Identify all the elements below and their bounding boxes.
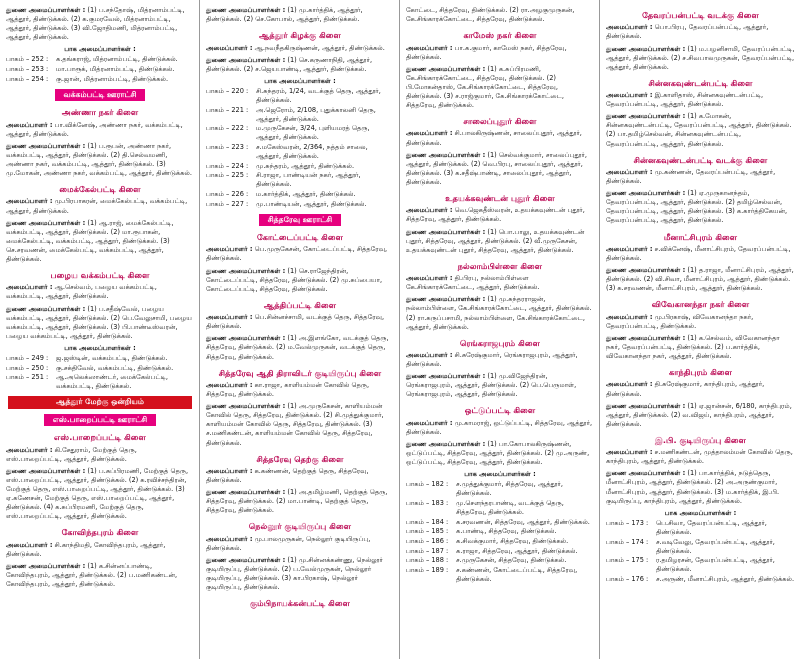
booth-member: மு.சௌந்தரபாண்டி, வடக்குத் தெரு, சித்தரேவு, திண்டுக்கல்.	[456, 499, 564, 517]
member-paragraph	[406, 372, 594, 399]
booth-number: பாகம் – 175 :	[606, 556, 649, 565]
member-text: மு.கண்ணன், தேவரப்பன்பட்டி, ஆத்தூர், திண்டுக்கல்.	[606, 167, 776, 186]
role-label: துணை அமைப்பாளர்கள் :	[406, 64, 486, 73]
booth-number: பாகம் – 182 :	[406, 480, 449, 489]
booth-row	[406, 518, 594, 527]
booth-number: பாகம் – 224 :	[206, 161, 249, 170]
member-paragraph	[606, 112, 795, 148]
subsection-heading: பாக அமைப்பாளர்கள் :	[264, 76, 336, 85]
member-paragraph	[6, 197, 194, 215]
panchayat-banner: சித்தரேவு ஊராட்சி	[259, 214, 342, 226]
column-1	[0, 0, 200, 659]
booth-number: பாகம் – 220 :	[206, 86, 249, 95]
booth-member: சி.ராஜா, பாண்டியன் நகர், ஆத்தூர், திண்டுக்கல்.	[256, 171, 361, 189]
member-text: (1) க.சுப்பிரமணி, கே.சிங்காரக்கோட்டை, சித்தரேவு, திண்டுக்கல். (2) பி.மோகன்தாஸ், கே.சிங்காரக்கோட்டை, சித்தரேவு, திண்டுக்கல். (3) ச.ராஜ்குமார், கே.சிங்காரக்கோட்டை, சித்தரேவு, திண்டுக்கல்.	[406, 64, 564, 110]
role-label: துணை அமைப்பாளர்கள் :	[6, 561, 86, 570]
booth-number: பாகம் – 173 :	[606, 518, 649, 527]
subsection-heading: பாக அமைப்பாளர்கள் :	[64, 45, 136, 54]
member-text: (1) க.மோகன், சின்னகவுண்டன்பட்டி, தேவரப்பன்பட்டி, ஆத்தூர், திண்டுக்கல். (2) பா.தமிழ்செல்வன், சின்னகவுண்டன்பட்டி, தேவரப்பன்பட்டி, ஆத்தூர், திண்டுக்கல்.	[606, 112, 792, 148]
role-label: அமைப்பாளர் :	[206, 245, 253, 254]
role-label: அமைப்பாளர் :	[406, 206, 453, 215]
member-paragraph	[6, 446, 194, 464]
role-label: அமைப்பாளர் :	[206, 43, 253, 52]
role-label: அமைப்பாளர் :	[206, 466, 253, 475]
role-label: அமைப்பாளர் :	[406, 43, 453, 52]
member-paragraph	[6, 562, 194, 589]
role-label: துணை அமைப்பாளர்கள் :	[606, 189, 686, 198]
role-label: அமைப்பாளர் :	[606, 380, 653, 389]
member-text: (1) மு.சுந்தரராஜன், நல்லாம்பிள்ளை, கே.சிங்காரக்கோட்டை, ஆத்தூர், திண்டுக்கல். (2) ரா.கருப்பசாமி, நல்லாம்பிள்ளை, கே.சிங்காரக்கோட்டை, ஆத்தூர், திண்டுக்கல்.	[406, 295, 592, 331]
booth-member: ம.கார்த்திக், ஆத்தூர், திண்டுக்கல்.	[256, 189, 356, 198]
role-label: துணை அமைப்பாளர்கள் :	[606, 112, 686, 121]
branch-heading: ஒட்டுப்பட்டி கிளை	[464, 405, 536, 416]
booth-member: மு.பாண்டியன், ஆத்தூர், திண்டுக்கல்.	[256, 199, 367, 208]
member-paragraph	[206, 488, 394, 515]
booth-row	[6, 354, 194, 363]
booth-member: சி.சுந்தரம், 1/24, வடக்குத் தெரு, ஆத்தூர், திண்டுக்கல்.	[256, 86, 381, 104]
member-paragraph	[6, 283, 194, 301]
member-paragraph	[406, 419, 594, 437]
booth-number: பாகம் – 226 :	[206, 189, 249, 198]
role-label: துணை அமைப்பாளர்கள் :	[606, 401, 686, 410]
member-text: மு.காமராஜ், ஒட்டுப்பட்டி, சித்தரேவு, ஆத்தூர், திண்டுக்கல்.	[406, 418, 593, 436]
booth-member: மு.சுந்தரம், ஆத்தூர், திண்டுக்கல்.	[256, 161, 355, 170]
booth-row	[6, 65, 194, 74]
booth-row	[406, 547, 594, 556]
member-text: (1) ஏ.முருகானந்தம், தேவரப்பன்பட்டி, ஆத்தூர், திண்டுக்கல். (2) தமிழ்செல்வன், தேவரப்பன்பட்டி, ஆத்தூர், திண்டுக்கல். (3) க.கார்த்திகேயன், தேவரப்பன்பட்டி, ஆத்தூர், திண்டுக்கல்.	[606, 189, 788, 225]
role-label: துணை அமைப்பாளர்கள் :	[406, 372, 486, 381]
role-label: அமைப்பாளர் :	[206, 380, 253, 389]
booth-row	[406, 499, 594, 517]
branch-heading: தேவரப்பன்பட்டி வடக்கு கிளை	[642, 10, 759, 20]
member-paragraph	[606, 266, 795, 293]
booth-row	[6, 373, 194, 391]
booth-row	[6, 364, 194, 373]
booth-row	[406, 556, 594, 565]
member-text: சி.சுரேஷ்குமார், ரெங்கராஜபுரம், ஆத்தூர், திண்டுக்கல்.	[406, 351, 578, 369]
member-paragraph	[606, 448, 795, 466]
booth-row	[6, 75, 194, 84]
booth-member: கு.ஜான், மித்ரனாம்பட்டி, திண்டுக்கல்.	[56, 74, 169, 83]
booth-row	[206, 162, 394, 171]
branch-heading: காமேஸ் நகர் கிளை	[463, 30, 537, 41]
member-text: (1) க.சின்னப்பாண்டி, கோவிந்தபுரம், ஆத்தூர், திண்டுக்கல். (2) ப.மணிகண்டன், கோவிந்தபுரம், ஆத்தூர், திண்டுக்கல்.	[6, 561, 178, 589]
member-paragraph	[606, 23, 795, 41]
member-paragraph	[6, 541, 194, 559]
branch-heading: பழைய வக்கம்பட்டி கிளை	[50, 270, 150, 281]
member-paragraph	[6, 305, 194, 341]
booth-member: ச.மகேஸ்வரன், 2/364, நத்தம் சாலை, ஆத்தூர், திண்டுக்கல்.	[256, 142, 368, 161]
member-text: (1) அ.முருகேசன், காளியம்மன் கோவில் தெரு, சித்தரேவு, திண்டுக்கல். (2) சி.முத்துக்குமார், காளியம்மன் கோவில் தெரு, சித்தரேவு, திண்டுக்கல். (3) ச.மணிகண்டன், காளியம்மன் கோவில் தெரு, சித்தரேவு, திண்டுக்கல்.	[206, 402, 384, 447]
member-text: (1) பா.கார்த்திக், நடுத்தெரு, மீனாட்சிபுரம், ஆத்தூர், திண்டுக்கல். (2) அ.அருண்குமார், மீனாட்சிபுரம், ஆத்தூர், திண்டுக்கல். (3) ம.கார்த்திக், இ.பி. குடியிருப்பு, காந்திபுரம், ஆத்தூர், திண்டுக்கல்.	[606, 469, 780, 505]
role-label: துணை அமைப்பாளர்கள் :	[206, 334, 286, 343]
role-label: அமைப்பாளர் :	[606, 312, 653, 321]
role-label: அமைப்பாளர் :	[6, 283, 53, 292]
role-label: துணை அமைப்பாளர்கள் :	[206, 6, 286, 14]
member-text: (1) ப.சுப்பிரமணி, மேற்குத் தெரு, எஸ்.பாறைப்பட்டி, ஆத்தூர், திண்டுக்கல். (2) க.ரவிச்சந்திரன், மேற்குத் தெரு, எஸ்.பாறைப்பட்டி, ஆத்தூர், திண்டுக்கல். (3) ஏ.கணேசன், மேற்குத் தெரு, எஸ்.பாறைப்பட்டி, ஆத்தூர், திண்டுக்கல். (4) க.சுப்பிரமணி, மேற்குத் தெரு, எஸ்.பாறைப்பட்டி, ஆத்தூர், திண்டுக்கல்.	[6, 466, 189, 521]
branch-heading: அண்ணா நகர் கிளை	[61, 107, 139, 118]
booth-member: க.சரவணன், சித்தரேவு, ஆத்தூர், திண்டுக்கல்.	[456, 517, 590, 526]
branch-heading: உதயக்கவுண்டன் புதூர் கிளை	[445, 193, 555, 204]
branch-heading: கோட்டைப்பட்டி கிளை	[256, 232, 344, 243]
booth-row	[606, 575, 795, 584]
member-paragraph	[606, 380, 795, 398]
member-paragraph	[606, 313, 795, 331]
booth-row	[606, 519, 795, 537]
booth-member: ச.முருகேசன், சித்தரேவு, திண்டுக்கல்.	[456, 556, 567, 565]
member-text: பொ.பிரபு, தேவரப்பன்பட்டி, ஆத்தூர், திண்டுக்கல்.	[606, 23, 769, 41]
member-text: ஆ.நவநீதகிருஷ்ணன், ஆத்தூர், திண்டுக்கல்.	[254, 43, 385, 52]
member-paragraph	[206, 556, 394, 592]
member-paragraph	[206, 267, 394, 294]
member-text: கி.சேதுராம், மேற்குத் தெரு, எஸ்.பாறைப்பட்டி, ஆத்தூர், திண்டுக்கல்.	[6, 445, 137, 463]
member-paragraph	[606, 334, 795, 361]
booth-number: பாகம் – 223 :	[206, 142, 249, 151]
booth-member: க.ராஜா, சித்தரேவு, ஆத்தூர், திண்டுக்கல்.	[456, 546, 578, 555]
role-label: அமைப்பாளர் :	[6, 120, 53, 129]
booth-row	[6, 55, 194, 64]
booth-number: பாகம் – 188 :	[406, 556, 449, 565]
role-label: துணை அமைப்பாளர்கள் :	[6, 6, 86, 14]
member-text: பெ.முருகேசன், கோட்டைப்பட்டி, சித்தரேவு, திண்டுக்கல்.	[206, 245, 388, 263]
subsection-heading: பாக அமைப்பாளர்கள் :	[64, 343, 136, 352]
member-text: (1) மு.விஜேந்திரன், ரெங்கராஜபுரம், ஆத்தூர், திண்டுக்கல். (2) பெ.பெருமாள், ரெங்கராஜபுரம், ஆத்தூர், திண்டுக்கல்.	[406, 372, 577, 399]
branch-heading: சித்தரேவு ஆதி திராவிடர் குடியிருப்பு கிளை	[218, 367, 382, 378]
member-paragraph	[206, 245, 394, 263]
branch-heading: சின்னகவுண்டன்பட்டி கிளை	[648, 77, 753, 88]
member-text: சி.பாலகிருஷ்ணன், சாலைப்புதூர், ஆத்தூர், திண்டுக்கல்.	[406, 129, 582, 147]
booth-row	[206, 124, 394, 142]
member-text: (1) அ.தமிழ்மணி, தெற்குத் தெரு, சித்தரேவு, திண்டுக்கல். (2) மா.பாண்டி, தெற்குத் தெரு, சித்தரேவு, திண்டுக்கல்.	[206, 488, 388, 515]
role-label: அமைப்பாளர் :	[406, 351, 453, 359]
member-paragraph	[406, 351, 594, 369]
role-label: அமைப்பாளர் :	[606, 167, 653, 176]
member-text: (1) ஏ.ஜான்சன், 6/180, காந்திபுரம், ஆத்தூர், திண்டுக்கல். (2) வ.விஜய், காந்திபுரம், ஆத்தூர், திண்டுக்கல்.	[606, 401, 792, 428]
member-paragraph	[406, 44, 594, 62]
booth-number: பாகம் – 221 :	[206, 105, 249, 114]
booth-number: பாகம் – 222 :	[206, 124, 249, 133]
booth-member: அ.ஜெரோம், 2/108, புதுக்காலனி தெரு, ஆத்தூர், திண்டுக்கல்.	[256, 105, 376, 123]
member-text: பெ.சின்னச்சாமி, வடக்குத் தெரு, சித்தரேவு, திண்டுக்கல்.	[206, 313, 385, 331]
branch-heading: கும்பிநாயக்கன்பட்டி கிளை	[249, 598, 351, 609]
branch-heading: இ.பி. குடியிருப்பு கிளை	[654, 434, 747, 445]
member-text: மு.பாலமுருகன், நெல்லூர் குடியிருப்பு, திண்டுக்கல்.	[206, 534, 371, 552]
booth-member: க.தங்கராஜ், மித்ரனாம்பட்டி, திண்டுக்கல்.	[56, 55, 178, 64]
role-label: அமைப்பாளர் :	[6, 197, 53, 206]
member-text: (1) மு.சின்னக்கண்ணு, நெல்லூர் குடியிருப்பு, திண்டுக்கல். (2) ப.வேல்முருகன், நெல்லூர் குடியிருப்பு, திண்டுக்கல். (3) கா.பிரகாஷ், நெல்லூர் குடியிருப்பு, திண்டுக்கல்.	[206, 555, 383, 592]
role-label: அமைப்பாளர் :	[406, 274, 453, 283]
member-text: மு.பிரகாஷ், விவேகானந்தா நகர், தேவரப்பன்பட்டி, திண்டுக்கல்.	[606, 312, 754, 330]
member-paragraph	[406, 295, 594, 331]
booth-row	[206, 106, 394, 124]
booth-row	[406, 480, 594, 498]
role-label: துணை அமைப்பாளர்கள் :	[406, 227, 486, 236]
booth-row	[206, 87, 394, 105]
booth-number: பாகம் – 183 :	[406, 499, 449, 508]
member-text: ஆ.செல்வம், பழைய வக்கம்பட்டி, வக்கம்பட்டி, ஆத்தூர், திண்டுக்கல்.	[6, 283, 157, 301]
booth-row	[406, 527, 594, 536]
member-text: (1) செ.கருணாநிதி, ஆத்தூர், திண்டுக்கல். (2) ச.ஜெயபாண்டி, ஆத்தூர், திண்டுக்கல்.	[206, 55, 373, 73]
member-text: தி.சுரேஷ்குமார், காந்திபுரம், ஆத்தூர், திண்டுக்கல்.	[606, 380, 765, 398]
member-paragraph	[406, 206, 594, 224]
booth-number: பாகம் – 225 :	[206, 171, 249, 180]
role-label: துணை அமைப்பாளர்கள் :	[606, 333, 686, 342]
member-paragraph	[6, 121, 194, 139]
role-label: அமைப்பாளர் :	[6, 540, 53, 549]
booth-row	[606, 556, 795, 574]
role-label: அமைப்பாளர் :	[206, 534, 253, 543]
branch-heading: எஸ்.பாறைப்பட்டி கிளை	[54, 432, 146, 443]
booth-member: ம.முருகேசன், 3/24, புளியமரத் தெரு, ஆத்தூர், திண்டுக்கல்.	[256, 124, 370, 142]
role-label: துணை அமைப்பாளர்கள் :	[606, 469, 686, 478]
member-text: வெ.ஜெகதீஸ்வரன், உதயக்கவுண்டன் புதூர், சித்தரேவு, ஆத்தூர், திண்டுக்கல்.	[406, 206, 585, 224]
role-label: துணை அமைப்பாளர்கள் :	[206, 402, 286, 411]
member-paragraph	[406, 6, 594, 24]
role-label: துணை அமைப்பாளர்கள் :	[6, 466, 86, 475]
booth-number: பாகம் – 184 :	[406, 517, 449, 526]
booth-number: பாகம் – 249 :	[6, 354, 49, 363]
booth-number: பாகம் – 187 :	[406, 546, 449, 555]
booth-number: பாகம் – 252 :	[6, 55, 49, 64]
booth-number: பாகம் – 250 :	[6, 363, 49, 372]
member-paragraph	[206, 381, 394, 399]
role-label: அமைப்பாளர் :	[406, 129, 453, 138]
column-2	[200, 0, 400, 659]
booth-member: ச.கண்ணன், கோட்டைப்பட்டி, சித்தரேவு, திண்டுக்கல்.	[456, 565, 578, 583]
branch-heading: கோவிந்தபுரம் கிளை	[61, 527, 139, 538]
branch-heading: ஆத்தூர் கிழக்கு கிளை	[259, 30, 341, 41]
booth-row	[206, 143, 394, 161]
member-text: (1) மு.கார்த்திக், ஆத்தூர், திண்டுக்கல். (2) செ.கோபால், ஆத்தூர், திண்டுக்கல்.	[206, 6, 363, 24]
role-label: அமைப்பாளர் :	[606, 91, 653, 100]
booth-member: ச.முத்துக்குமார், சித்தரேவு, ஆத்தூர், திண்டுக்கல்.	[456, 480, 563, 498]
panchayat-banner: வக்கம்பட்டி ஊராட்சி	[55, 89, 146, 101]
member-text: (1) செ.ராஜேந்திரன், கோட்டைப்பட்டி, சித்தரேவு, திண்டுக்கல். (2) மு.சுப்பையா, கோட்டைப்பட்டி, சித்தரேவு, திண்டுக்கல்.	[206, 266, 383, 293]
booth-member: பெ.சிவா, தேவரப்பன்பட்டி, ஆத்தூர், திண்டுக்கல்.	[656, 518, 767, 536]
member-paragraph	[406, 129, 594, 147]
branch-heading: நல்லாம்பிள்ளை கிளை	[457, 260, 543, 271]
member-paragraph	[406, 274, 594, 292]
member-paragraph	[606, 245, 795, 263]
booth-member: ச.வடிவேலு, தேவரப்பன்பட்டி, ஆத்தூர், திண்டுக்கல்.	[656, 537, 775, 555]
booth-number: பாகம் – 254 :	[6, 74, 49, 83]
role-label: அமைப்பாளர் :	[406, 418, 453, 427]
branch-heading: காந்திபுரம் கிளை	[668, 367, 733, 378]
role-label: துணை அமைப்பாளர்கள் :	[406, 295, 486, 304]
booth-number: பாகம் – 227 :	[206, 199, 249, 208]
branch-heading: மைக்கேல்பட்டி கிளை	[59, 184, 141, 195]
role-label: அமைப்பாளர் :	[606, 23, 653, 32]
booth-number: பாகம் – 186 :	[406, 536, 449, 545]
member-paragraph	[206, 313, 394, 331]
booth-member: ஜ.ஜஸ்டின், வக்கம்பட்டி, திண்டுக்கல்.	[56, 354, 168, 363]
booth-row	[606, 538, 795, 556]
column-4	[600, 0, 800, 659]
member-text: பா.க.குமார், காமேஸ் நகர், சித்தரேவு, திண்டுக்கல்.	[406, 43, 567, 61]
panchayat-banner: எஸ்.பாறைப்பட்டி ஊராட்சி	[44, 414, 156, 426]
booth-number: பாகம் – 253 :	[6, 65, 49, 74]
member-text: ச.விக்னேஷ், மீனாட்சிபுரம், தேவரப்பன்பட்டி, திண்டுக்கல்.	[606, 244, 791, 262]
member-text: கோட்டை, சித்தரேவு, திண்டுக்கல். (2) ரா.அழகுமுருகன், கே.சிங்காரக்கோட்டை, சித்தரேவு, திண்டுக்கல்.	[406, 6, 575, 24]
booth-member: ஆ.அலெக்ஸாண்டர், மைக்கேல்பட்டி, வக்கம்பட்டி, திண்டுக்கல்.	[56, 373, 169, 391]
member-paragraph	[206, 56, 394, 74]
branch-heading: சின்னகவுண்டன்பட்டி வடக்கு கிளை	[633, 154, 768, 165]
booth-number: பாகம் – 174 :	[606, 537, 649, 546]
subsection-heading: பாக அமைப்பாளர்கள் :	[464, 470, 536, 479]
column-3	[400, 0, 600, 659]
role-label: துணை அமைப்பாளர்கள் :	[6, 218, 86, 227]
booth-row	[206, 200, 394, 209]
member-text: (1) க.செல்வம், விவேகானந்தா நகர், தேவரப்பன்பட்டி, திண்டுக்கல். (2) ப.கார்த்திக், விவேகானந்தா நகர், ஆத்தூர், திண்டுக்கல்.	[606, 333, 780, 360]
booth-row	[206, 190, 394, 199]
member-text: (1) பா.கோபாலகிருஷ்ணன், ஒட்டுப்பட்டி, சித்தரேவு, ஆத்தூர், திண்டுக்கல். (2) மு.அருண், ஒட்டுப்பட்டி, சித்தரேவு, ஆத்தூர், திண்டுக்கல்.	[406, 439, 590, 467]
member-text: (1) ப.சதீஷ்வேல், பழைய வக்கம்பட்டி, ஆத்தூர், திண்டுக்கல். (2) பெ.வேலுசாமி, பழைய வக்கம்பட்டி, ஆத்தூர், திண்டுக்கல். (3) பி.பாண்டீஸ்வரன், பழைய வக்கம்பட்டி, ஆத்தூர், திண்டுக்கல்.	[6, 304, 192, 340]
role-label: அமைப்பாளர் :	[606, 448, 653, 457]
role-label: அமைப்பாளர் :	[6, 445, 53, 454]
branch-heading: சாலைப்புதூர் கிளை	[463, 116, 537, 127]
branch-heading: ரெங்கராஜபுரம் கிளை	[460, 337, 540, 348]
member-text: இ.காளிதாஸ், சின்னகவுண்டன்பட்டி, தேவரப்பன்பட்டி, ஆத்தூர், திண்டுக்கல்.	[606, 91, 764, 109]
role-label: துணை அமைப்பாளர்கள் :	[406, 150, 486, 159]
member-paragraph	[6, 6, 194, 42]
member-paragraph	[406, 228, 594, 255]
branch-heading: சித்தரேவு தெற்கு கிளை	[256, 453, 344, 464]
role-label: துணை அமைப்பாளர்கள் :	[406, 439, 486, 448]
member-paragraph	[206, 402, 394, 447]
member-text: ச.மணிகண்டன், முத்தாலம்மன் கோவில் தெரு, காந்திபுரம், ஆத்தூர், திண்டுக்கல்.	[606, 448, 793, 466]
member-paragraph	[606, 168, 795, 186]
member-paragraph	[606, 45, 795, 72]
booth-member: மா.பாரூக், மித்ரனாம்பட்டி, திண்டுக்கல்.	[56, 65, 175, 74]
booth-member: கு.சக்திவேல், வக்கம்பட்டி, திண்டுக்கல்.	[56, 363, 174, 372]
role-label: அமைப்பாளர் :	[606, 244, 653, 253]
member-paragraph	[406, 151, 594, 187]
role-label: துணை அமைப்பாளர்கள் :	[606, 266, 686, 275]
role-label: துணை அமைப்பாளர்கள் :	[206, 266, 286, 275]
member-paragraph	[206, 334, 394, 361]
role-label: துணை அமைப்பாளர்கள் :	[206, 55, 286, 64]
member-text: கா.ராஜா, காளியம்மன் கோவில் தெரு, சித்தரேவு, திண்டுக்கல்.	[206, 380, 370, 399]
member-paragraph	[206, 467, 394, 485]
member-paragraph	[206, 535, 394, 553]
member-paragraph	[6, 219, 194, 264]
booth-number: பாகம் – 176 :	[606, 574, 649, 583]
member-paragraph	[406, 440, 594, 467]
booth-number: பாகம் – 251 :	[6, 373, 49, 382]
member-paragraph	[206, 44, 394, 53]
member-paragraph	[606, 402, 795, 429]
role-label: அமைப்பாளர் :	[206, 313, 253, 322]
member-text: (1) ப.சந்தோஷ், மித்ரனாம்பட்டி, ஆத்தூர், திண்டுக்கல். (2) க.குமரவேல், மித்ரனாம்பட்டி, ஆத்தூர், திண்டுக்கல். (3) வி.ஜோதிமணி, மித்ரனாம்பட்டி, ஆத்தூர், திண்டுக்கல்.	[6, 6, 185, 42]
member-paragraph	[606, 91, 795, 109]
subsection-heading: பாக அமைப்பாளர்கள் :	[664, 508, 737, 517]
member-text: (1) த.ராஜா, மீனாட்சிபுரம், ஆத்தூர், திண்டுக்கல். (2) வி.சிவா, மீனாட்சிபுரம், ஆத்தூர், திண்டுக்கல். (3) க.சரவணன், மீனாட்சிபுரம், ஆத்தூர், திண்டுக்கல்.	[606, 266, 794, 293]
role-label: துணை அமைப்பாளர்கள் :	[606, 44, 686, 53]
booth-row	[406, 537, 594, 546]
member-text: தி.பிரபு, நல்லாம்பிள்ளை கே.சிங்காரக்கோட்டை, ஆத்தூர், திண்டுக்கல்.	[406, 274, 540, 292]
role-label: துணை அமைப்பாளர்கள் :	[6, 141, 86, 150]
booth-member: ச.அருண், மீனாட்சிபுரம், ஆத்தூர், திண்டுக்கல்.	[656, 574, 795, 583]
member-text: (1) ம.பழனிசாமி, தேவரப்பன்பட்டி, ஆத்தூர், திண்டுக்கல். (2) ச.சிவபாலமுருகன், தேவரப்பன்பட்டி, ஆத்தூர், திண்டுக்கல்.	[606, 44, 795, 71]
member-text: (1) செல்வக்குமார், சாலைப்புதூர், ஆத்தூர், திண்டுக்கல். (2) வெ.பிரபு, சாலைப்புதூர், ஆத்தூர், திண்டுக்கல். (3) க.சதீஷ்பாண்டி, சாலைப்புதூர், ஆத்தூர், திண்டுக்கல்.	[406, 150, 587, 186]
member-paragraph	[6, 467, 194, 522]
member-paragraph	[206, 6, 394, 24]
member-text: (1) ப.ரூபன், அண்ணா நகர், வக்கம்பட்டி, ஆத்தூர், திண்டுக்கல். (2) தி.செல்வமணி, அண்ணா நகர், வக்கம்பட்டி, ஆத்தூர், திண்டுக்கல். (3) மு.மோகன், அண்ணா நகர், வக்கம்பட்டி, ஆத்தூர், திண்டுக்கல்.	[6, 141, 192, 177]
member-text: மு.பிரபாகரன், மைக்கேல்பட்டி, வக்கம்பட்டி, ஆத்தூர், திண்டுக்கல்.	[6, 197, 188, 215]
member-text: பா.விக்னேஷ், அண்ணா நகர், வக்கம்பட்டி, ஆத்தூர், திண்டுக்கல்.	[6, 120, 183, 138]
booth-row	[406, 566, 594, 584]
branch-heading: மீனாட்சிபுரம் கிளை	[663, 231, 738, 242]
panchayat-banner: ஆத்தூர் மேற்கு ஒன்றியம்	[8, 396, 191, 408]
booth-number: பாகம் – 189 :	[406, 565, 449, 574]
booth-member: க.பாண்டி, சித்தரேவு, திண்டுக்கல்.	[456, 527, 557, 536]
member-text: (1) பொ.பாலு, உதயக்கவுண்டன் புதூர், சித்தரேவு, ஆத்தூர், திண்டுக்கல். (2) வீ.முருகேசன், உதயக்கவுண்டன் புதூர், சித்தரேவு, ஆத்தூர், திண்டுக்கல்.	[406, 227, 585, 254]
role-label: துணை அமைப்பாளர்கள் :	[206, 488, 286, 497]
member-text: க.கண்ணன், தெற்குத் தெரு, சித்தரேவு, திண்டுக்கல்.	[206, 466, 369, 484]
booth-row	[206, 171, 394, 189]
branch-heading: விவேகானந்தா நகர் கிளை	[651, 299, 750, 310]
member-paragraph	[606, 189, 795, 225]
booth-member: ர.தமிழரசன், தேவரப்பன்பட்டி, ஆத்தூர், திண்டுக்கல்.	[656, 556, 775, 574]
member-paragraph	[406, 65, 594, 110]
member-text: (1) ஆ.ராஜ், மைக்கேல்பட்டி, வக்கம்பட்டி, ஆத்தூர், திண்டுக்கல். (2) மா.ரூபாகன், மைக்கேல்பட்டி, வக்கம்பட்டி, ஆத்தூர், திண்டுக்கல். (3) செ.சரவணன், மைக்கேல்பட்டி, வக்கம்பட்டி, ஆத்தூர், திண்டுக்கல்.	[6, 218, 174, 263]
branch-heading: நெல்லூர் குடியிருப்பு கிளை	[248, 521, 352, 532]
booth-member: க.சிவக்குமார், சித்தரேவு, திண்டுக்கல்.	[456, 536, 569, 545]
booth-number: பாகம் – 185 :	[406, 527, 449, 536]
member-text: சி.காந்திமதி, கோவிந்தபுரம், ஆத்தூர், திண்டுக்கல்.	[6, 540, 166, 558]
role-label: துணை அமைப்பாளர்கள் :	[6, 304, 86, 313]
branch-heading: ஆத்திப்பட்டி கிளை	[263, 299, 337, 310]
member-text: (1) அ.இளங்கோ, வடக்குத் தெரு, சித்தரேவு, திண்டுக்கல். (2) ம.வேல்முருகன், வடக்குத் தெரு, சித்தரேவு, திண்டுக்கல்.	[206, 334, 389, 361]
role-label: துணை அமைப்பாளர்கள் :	[206, 555, 286, 564]
member-paragraph	[606, 469, 795, 505]
member-paragraph	[6, 142, 194, 178]
